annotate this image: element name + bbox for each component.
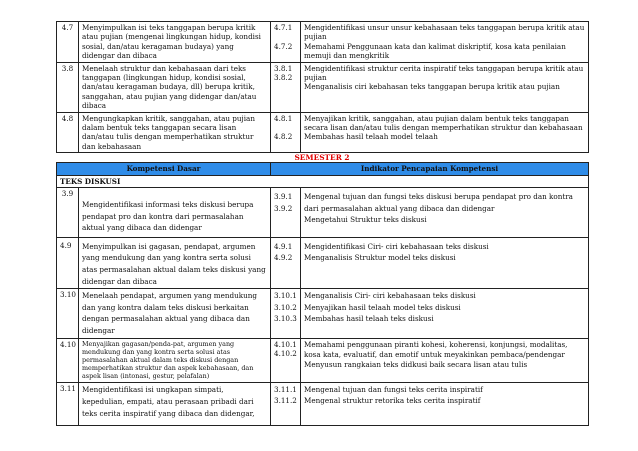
- indicator-number: 3.8.2: [274, 73, 293, 83]
- column-header-kd: Kompetensi Dasar: [57, 163, 271, 175]
- section-row: [57, 175, 589, 187]
- indicator-text: Mengidentifikasi Ciri- ciri kebahasaan teks diskusi: [304, 241, 489, 251]
- indicator-number: 4.7.1: [274, 23, 293, 32]
- indicator-number: 4.8.2: [274, 132, 293, 142]
- indicator-text: Menganalisis Ciri- ciri kebahasaan teks diskusi: [304, 291, 476, 301]
- indicator-text: Mengidentifikasi unsur unsur kebahasaan teks tanggapan berupa kritik atau pujian: [304, 23, 585, 42]
- indicator-text: Memahami Penggunaan kata dan kalimat diskriptif, kosa kata penilaian memuji dan mengkritik: [304, 41, 566, 61]
- kd-number: 3.10: [57, 289, 79, 338]
- kd-number: 3.11: [57, 382, 79, 425]
- indicator-text: Membahas hasil telaah teks diskusi: [304, 314, 434, 324]
- kd-text-content: Mengidentifikasi isi ungkapan simpati, kepedulian, empati, atau perasaan pribadi dari teks cerita inspiratif yang dibaca dan didengar,: [82, 384, 255, 419]
- kd-number: 3.9: [57, 188, 79, 238]
- indicator-number: 3.11.2: [274, 396, 297, 406]
- indicator-number: 3.10.3: [274, 314, 297, 324]
- table-row: [57, 112, 589, 153]
- indicator-numbers: [271, 62, 301, 112]
- indicator-numbers: [271, 188, 301, 238]
- indicator-texts: [301, 112, 589, 153]
- kd-number: 4.8: [57, 112, 79, 153]
- kd-text: Menelaah struktur dan kebahasaan dari teks tanggapan (lingkungan hidup, kondisi sosial, dan/atau keragaman budaya, dll) berupa kritik, sanggahan, atau pujian yang didengar dan/atau dibaca: [79, 62, 271, 112]
- kd-number: 4.7: [57, 22, 79, 63]
- indicator-texts: [301, 62, 589, 112]
- table-row: [57, 188, 589, 238]
- kd-number: 4.9: [57, 237, 79, 288]
- indicator-text: Membahas hasil telaah model telaah: [304, 132, 438, 142]
- section-title: TEKS DISKUSI: [57, 175, 589, 187]
- indicator-text: Menyusun rangkaian teks didkusi baik secara lisan atau tulis: [304, 360, 528, 370]
- indicator-text: Mengenal tujuan dan fungsi teks cerita inspiratif: [304, 384, 483, 394]
- indicator-number: 3.10.2: [274, 302, 297, 312]
- kd-text-content: Mengidentifikasi informasi teks diskusi berupa pendapat pro dan kontra dari permasalahan aktual yang dibaca dan didengar: [82, 200, 254, 233]
- indicator-number: 4.10.1: [274, 339, 297, 349]
- indicator-texts: [301, 289, 589, 338]
- indicator-texts: [301, 237, 589, 288]
- competency-table-semester-2: [56, 162, 589, 426]
- indicator-text: Mengidentifikasi struktur cerita inspiratif teks tanggapan berupa kritik atau pujian: [304, 63, 584, 83]
- competency-table-semester-1: [56, 21, 589, 153]
- indicator-text: Menganalisis ciri kebahasan teks tanggapan berupa kritik atau pujian: [304, 82, 560, 92]
- indicator-texts: [301, 338, 589, 382]
- kd-text: Menyimpulkan isi teks tanggapan berupa kritik atau pujian (mengenai lingkungan hidup, kondisi sosial, dan/atau keragaman budaya) yang didengar dan dibaca: [79, 22, 271, 63]
- indicator-number: 3.9.1: [274, 192, 293, 202]
- indicator-number: 3.8.1: [274, 63, 293, 73]
- document-page: [56, 21, 588, 426]
- kd-text: [79, 188, 271, 238]
- kd-text: [79, 237, 271, 288]
- kd-text: [79, 382, 271, 425]
- indicator-texts: [301, 382, 589, 425]
- table-row: [57, 62, 589, 112]
- indicator-text: Menganalisis Struktur model teks diskusi: [304, 253, 456, 263]
- indicator-number: 4.7.2: [274, 41, 293, 51]
- indicator-numbers: [271, 112, 301, 153]
- semester-heading: SEMESTER 2: [294, 153, 350, 163]
- indicator-number: 4.10.2: [274, 349, 297, 359]
- table-header-row: [57, 163, 589, 175]
- indicator-texts: [301, 188, 589, 238]
- kd-text: [79, 289, 271, 338]
- indicator-number: 4.9.1: [274, 241, 293, 251]
- indicator-text: Menyajikan kritik, sanggahan, atau pujian dalam bentuk teks tanggapan secara lisan dan/atau tulis dengan memperhatikan struktur dan kebahasaan: [304, 113, 583, 133]
- indicator-number: 4.8.1: [274, 113, 293, 123]
- indicator-numbers: [271, 382, 301, 425]
- kd-number: 3.8: [57, 62, 79, 112]
- indicator-numbers: [271, 289, 301, 338]
- indicator-numbers: [271, 22, 301, 63]
- kd-text-content: Menelaah pendapat, argumen yang mendukung dan yang kontra dalam teks diskusi berkaitan dengan permasalahan aktual yang dibaca dan didengar: [82, 291, 257, 336]
- indicator-numbers: [271, 338, 301, 382]
- table-row: [57, 237, 589, 288]
- indicator-numbers: [271, 237, 301, 288]
- kd-text: Menyajikan gagasan/penda-pat, argumen yang mendukung dan yang kontra serta solusi atas permasalahan aktual dalam teks diskusi dengan memperhatikan struktur dan aspek kebahasaan, dan aspek lisan (intonasi, gestur, pelafalan): [79, 338, 271, 382]
- table-row: [57, 338, 589, 382]
- indicator-number: 3.9.2: [274, 203, 293, 213]
- indicator-text: Mengetahui Struktur teks diskusi: [304, 215, 427, 225]
- indicator-text: Memahami penggunaan piranti kohesi, koherensi, konjungsi, modalitas, kosa kata, evaluatif, dan emotif untuk meyakinkan pembaca/pendengar: [304, 339, 568, 360]
- kd-number: 4.10: [57, 338, 79, 382]
- table-row: [57, 22, 589, 63]
- kd-text-content: Menyimpulkan isi gagasan, pendapat, argumen yang mendukung dan yang kontra serta solusi atas permasalahan aktual dalam teks diskusi yang didengar dan dibaca: [82, 241, 266, 286]
- indicator-number: 3.11.1: [274, 384, 297, 394]
- kd-text: Mengungkapkan kritik, sanggahan, atau pujian dalam bentuk teks tanggapan secara lisan dan/atau tulis dengan memperhatikan struktur dan kebahasaan: [79, 112, 271, 153]
- indicator-number: 3.10.1: [274, 291, 297, 301]
- indicator-text: Menyajikan hasil telaah model teks diskusi: [304, 302, 461, 312]
- indicator-number: 4.9.2: [274, 253, 293, 263]
- indicator-text: Mengenal struktur retorika teks cerita inspiratif: [304, 396, 481, 406]
- table-row: [57, 289, 589, 338]
- indicator-texts: [301, 22, 589, 63]
- indicator-text: Mengenal tujuan dan fungsi teks diskusi berupa pendapat pro dan kontra dari permasalahan aktual yang dibaca dan didengar: [304, 192, 573, 213]
- column-header-indicator: Indikator Pencapaian Kompetensi: [271, 163, 589, 175]
- table-row: [57, 382, 589, 425]
